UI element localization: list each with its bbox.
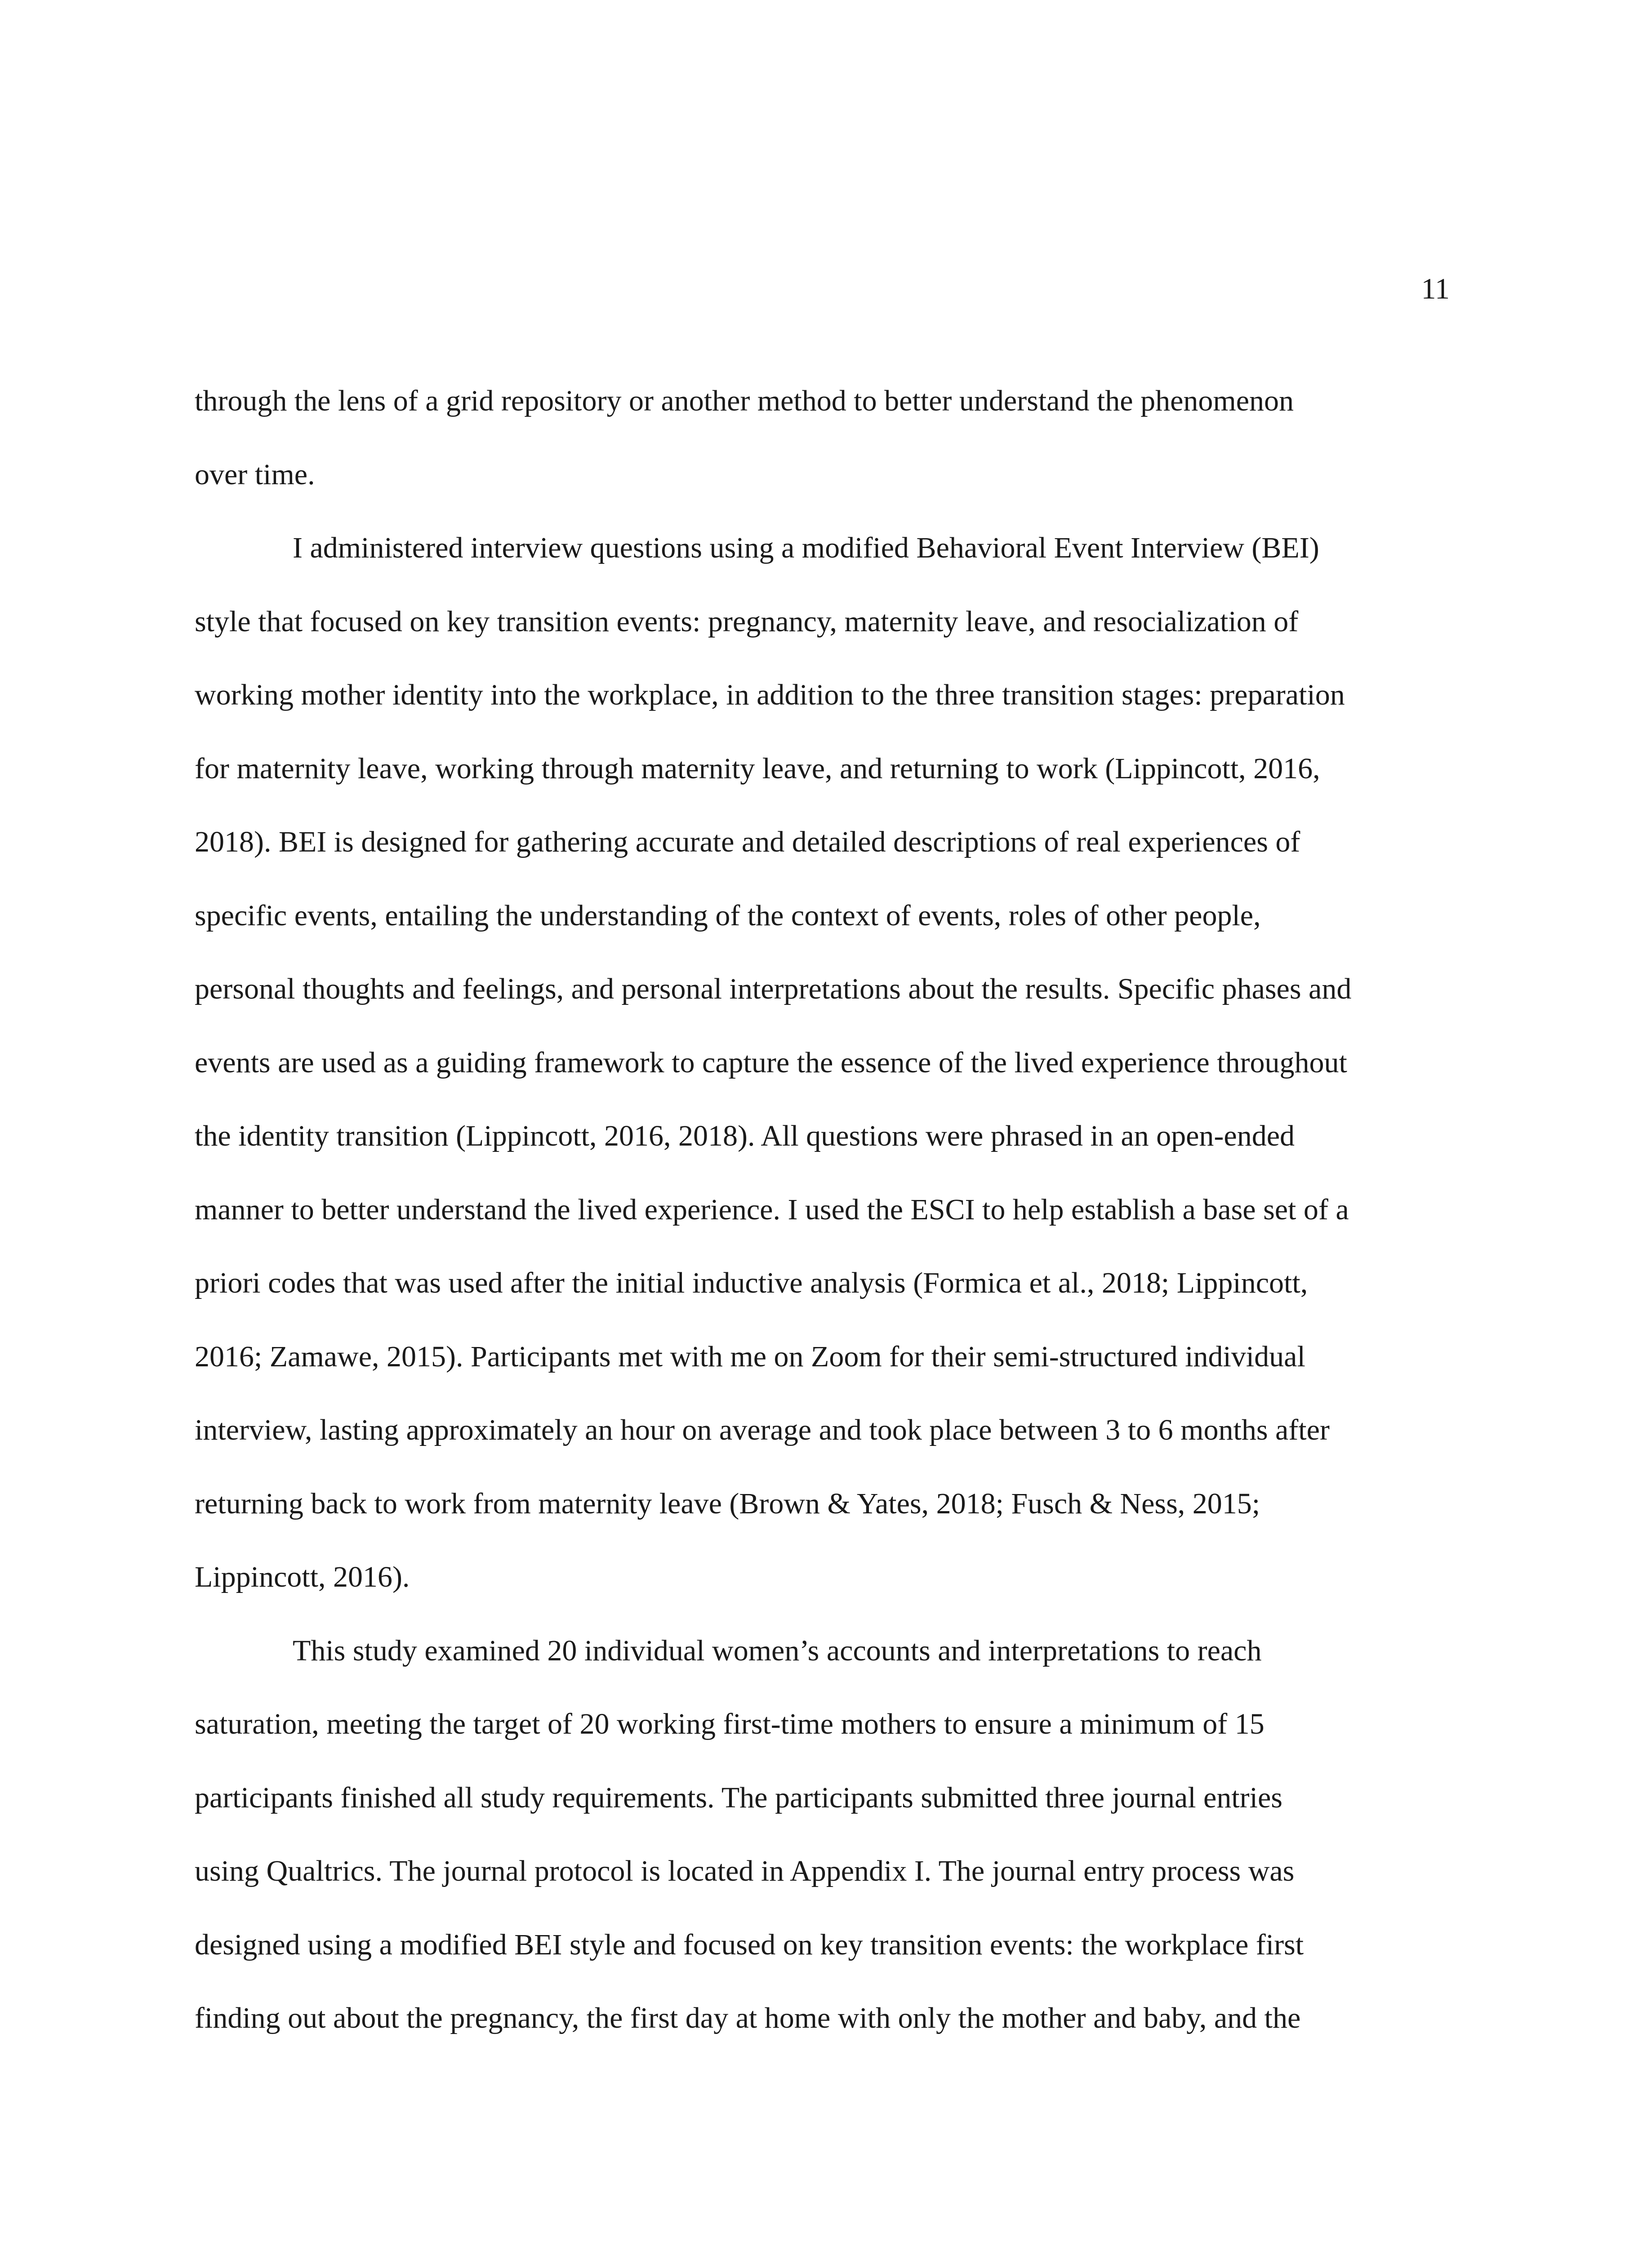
text-line: saturation, meeting the target of 20 working first-time mothers to ensure a minimum of 15 <box>195 1708 1265 1740</box>
text-line: events are used as a guiding framework to capture the essence of the lived experience throughout <box>195 1046 1347 1079</box>
text-line: priori codes that was used after the initial inductive analysis (Formica et al., 2018; Lippincott, <box>195 1267 1308 1299</box>
page-number: 11 <box>1421 272 1450 305</box>
text-line: designed using a modified BEI style and focused on key transition events: the workplace first <box>195 1928 1304 1961</box>
text-line: style that focused on key transition events: pregnancy, maternity leave, and resocialization of <box>195 605 1299 638</box>
text-line: participants finished all study requirements. The participants submitted three journal entries <box>195 1781 1282 1814</box>
text-line: I administered interview questions using a modified Behavioral Event Interview (BEI) <box>293 531 1319 564</box>
text-line: working mother identity into the workplace, in addition to the three transition stages: preparation <box>195 678 1345 711</box>
text-line: 2016; Zamawe, 2015). Participants met with me on Zoom for their semi-structured individual <box>195 1340 1305 1373</box>
text-line: for maternity leave, working through maternity leave, and returning to work (Lippincott, 2016, <box>195 752 1320 785</box>
text-line: specific events, entailing the understanding of the context of events, roles of other people, <box>195 899 1261 932</box>
text-line: using Qualtrics. The journal protocol is located in Appendix I. The journal entry process was <box>195 1855 1295 1887</box>
text-line: manner to better understand the lived experience. I used the ESCI to help establish a base set of a <box>195 1193 1349 1226</box>
text-line: personal thoughts and feelings, and personal interpretations about the results. Specific phases and <box>195 972 1352 1005</box>
text-line: interview, lasting approximately an hour on average and took place between 3 to 6 months after <box>195 1414 1330 1446</box>
paragraph <box>195 511 1453 1614</box>
paragraph <box>195 1614 1453 2055</box>
text-line: This study examined 20 individual women’s accounts and interpretations to reach <box>293 1634 1262 1667</box>
text-line: returning back to work from maternity leave (Brown & Yates, 2018; Fusch & Ness, 2015; <box>195 1487 1260 1520</box>
text-line: 2018). BEI is designed for gathering accurate and detailed descriptions of real experiences of <box>195 825 1300 858</box>
body-text <box>195 364 1453 2055</box>
text-line: Lippincott, 2016). <box>195 1561 410 1593</box>
paragraph <box>195 364 1453 511</box>
text-line: the identity transition (Lippincott, 2016, 2018). All questions were phrased in an open-ended <box>195 1120 1295 1152</box>
text-line: finding out about the pregnancy, the first day at home with only the mother and baby, and the <box>195 2002 1301 2034</box>
text-line: through the lens of a grid repository or another method to better understand the phenomenon <box>195 384 1294 417</box>
text-line: over time. <box>195 458 315 491</box>
